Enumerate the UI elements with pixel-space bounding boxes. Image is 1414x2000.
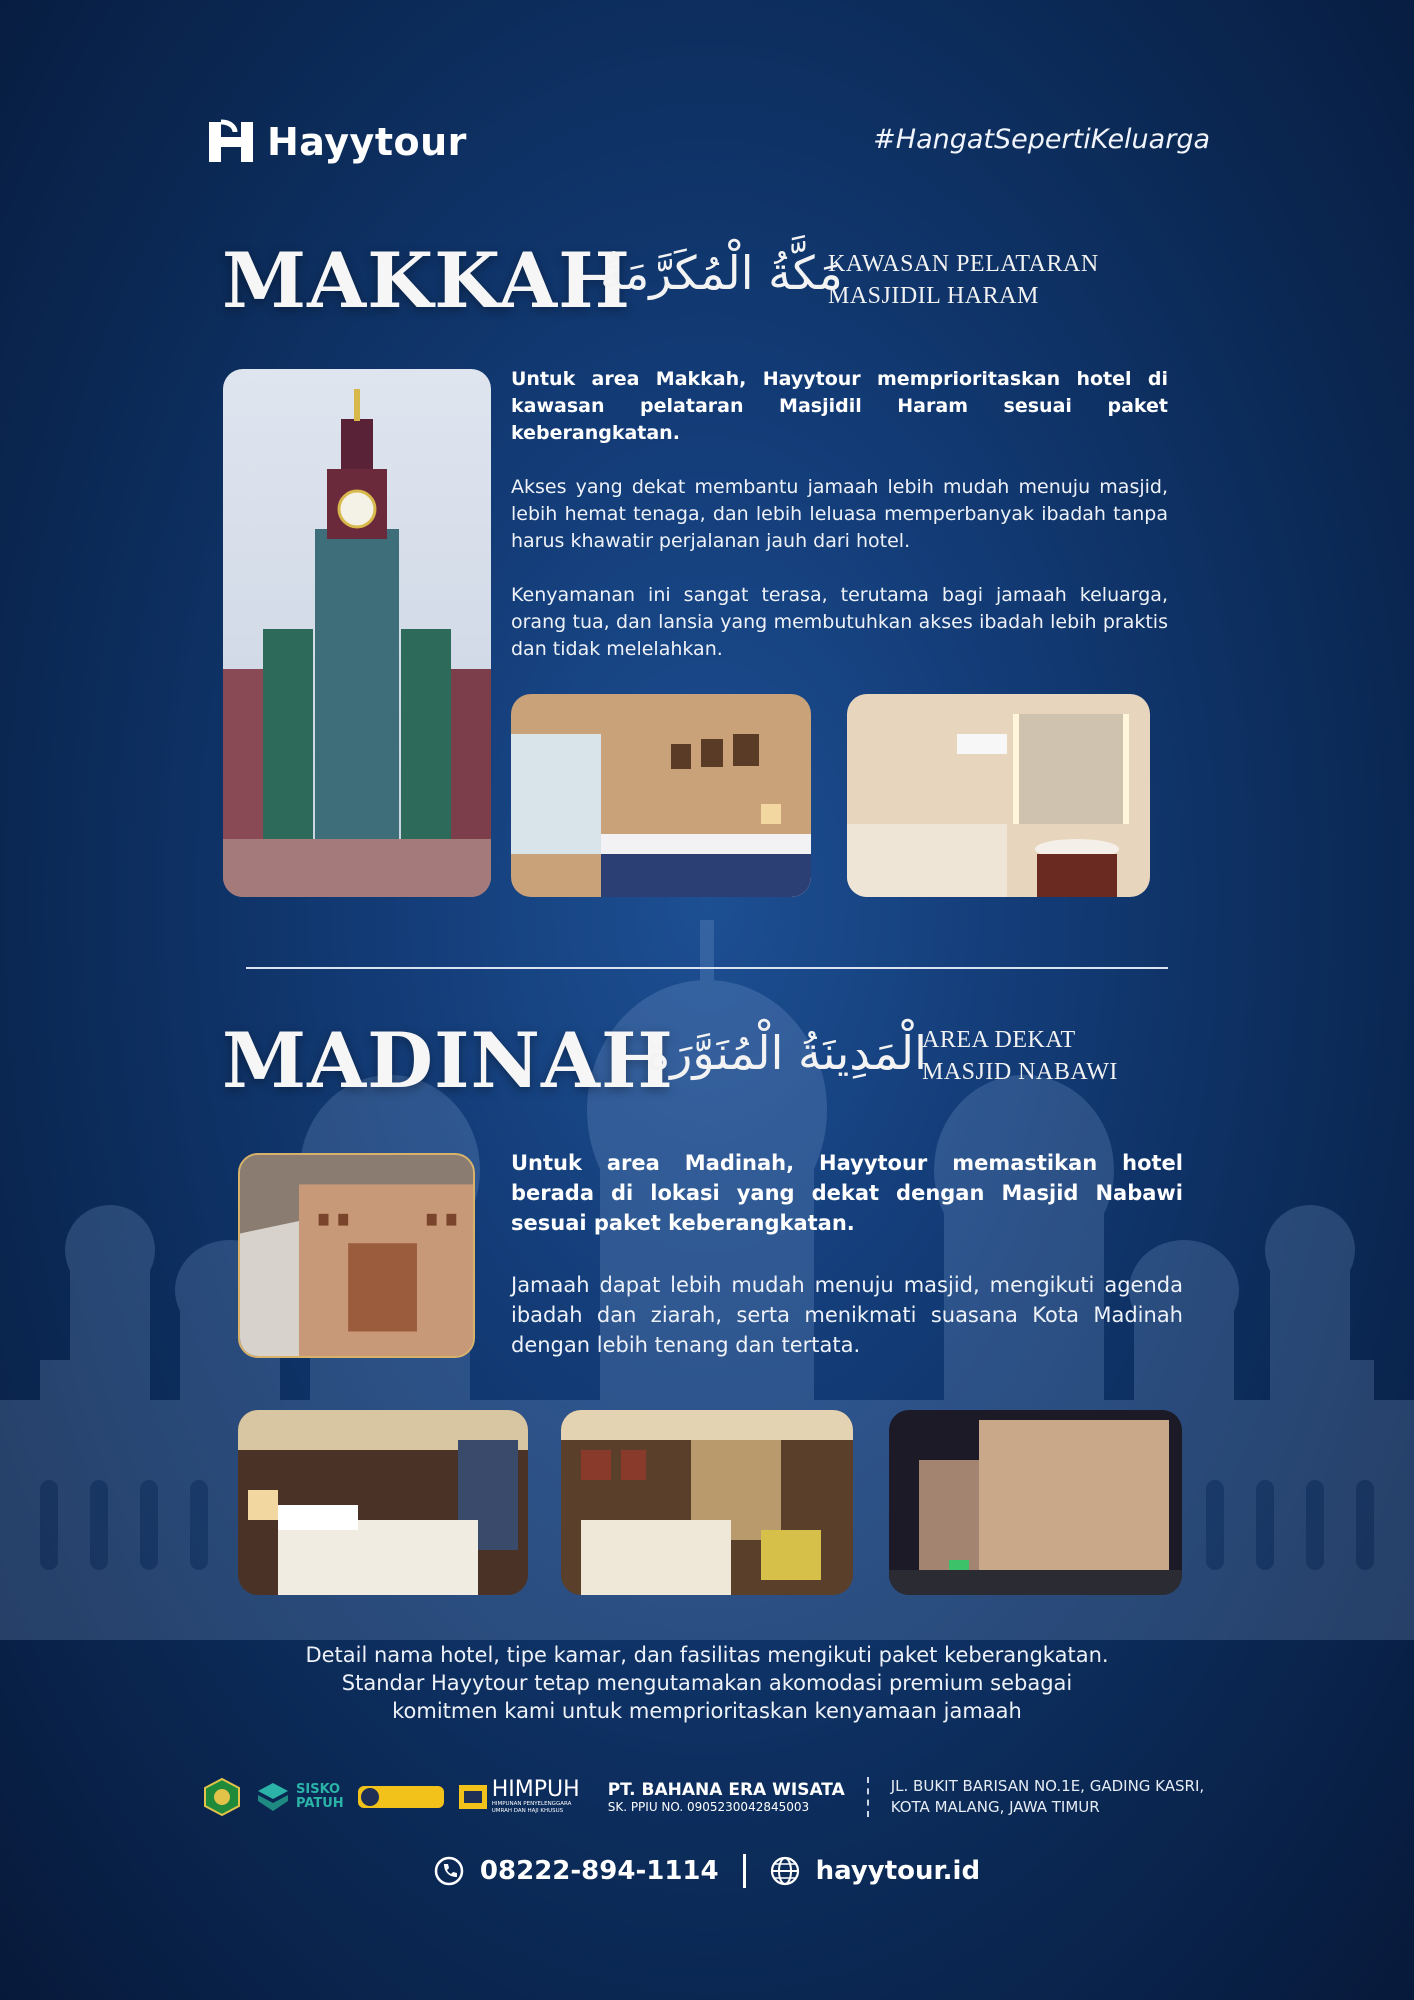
madinah-subtitle <box>922 1024 1118 1088</box>
note-line-1: Detail nama hotel, tipe kamar, dan fasilitas mengikuti paket keberangkatan. <box>305 1643 1109 1667</box>
phone-number[interactable]: 08222-894-1114 <box>479 1856 719 1886</box>
kemenag-icon <box>202 1777 242 1817</box>
address-line-1: JL. BUKIT BARISAN NO.1E, GADING KASRI, <box>890 1777 1205 1795</box>
madinah-title: MADINAH <box>222 1016 674 1105</box>
smart-umrah-icon <box>358 1782 444 1812</box>
makkah-para-2: Akses yang dekat membantu jamaah lebih mudah menuju masjid, lebih hemat tenaga, dan lebih leluasa memperbanyak ibadah tanpa harus khawatir perjalanan jauh dari hotel. <box>511 476 1168 552</box>
note-line-3: komitmen kami untuk memprioritaskan kenyamaan jamaah <box>392 1699 1022 1723</box>
madinah-para-1-text: Untuk area Madinah, Hayytour memastikan hotel berada di lokasi yang dekat dengan Masjid Nabawi sesuai paket keberangkatan. <box>511 1151 1183 1235</box>
kemenag-badge <box>202 1777 242 1817</box>
makkah-hotel-room-photo <box>511 694 811 897</box>
brand-logo <box>205 116 467 168</box>
company-name: PT. BAHANA ERA WISATA <box>607 1780 845 1800</box>
makkah-subtitle-line2: MASJIDIL HARAM <box>828 283 1039 309</box>
makkah-para-1-text: Untuk area Makkah, Hayytour memprioritaskan hotel di kawasan pelataran Masjidil Haram sesuai paket keberangkatan. <box>511 368 1168 444</box>
madinah-para-2: Jamaah dapat lebih mudah menuju masjid, mengikuti agenda ibadah dan ziarah, serta menikmati suasana Kota Madinah dengan lebih tenang dan tertata. <box>511 1273 1183 1357</box>
makkah-clock-tower-photo <box>223 369 491 897</box>
company-block <box>608 1780 845 1814</box>
madinah-hotel-exterior-photo <box>889 1410 1182 1595</box>
makkah-title: MAKKAH <box>222 236 631 325</box>
contact-bar <box>0 1854 1414 1888</box>
website-link[interactable]: hayytour.id <box>815 1856 981 1886</box>
makkah-para-1 <box>511 366 1168 447</box>
brand-name: Hayytour <box>267 120 467 164</box>
sisko-patuh-icon <box>256 1781 290 1813</box>
makkah-para-3: Kenyamanan ini sangat terasa, terutama bagi jamaah keluarga, orang tua, dan lansia yang membutuhkan akses ibadah lebih praktis dan tidak melelahkan. <box>511 584 1168 660</box>
footer-info <box>202 1776 1204 1818</box>
footer-divider <box>867 1777 869 1817</box>
tagline: #HangatSepertiKeluarga <box>873 124 1210 155</box>
address-line-2: KOTA MALANG, JAWA TIMUR <box>890 1798 1100 1816</box>
sisko-patuh-badge <box>256 1781 344 1813</box>
makkah-subtitle <box>828 248 1099 312</box>
madinah-hotel-room-photo-2 <box>561 1410 853 1595</box>
makkah-arabic: مَكَّةُ الْمُكَرَّمَةُ <box>600 246 843 300</box>
himpuh-icon <box>458 1783 488 1811</box>
madinah-building-photo <box>238 1153 475 1358</box>
madinah-subtitle-line2: MASJID NABAWI <box>922 1059 1118 1085</box>
madinah-arabic: الْمَدِينَةُ الْمُنَوَّرَة <box>646 1026 927 1080</box>
globe-icon <box>770 1856 800 1886</box>
makkah-hotel-bathroom-photo <box>847 694 1150 897</box>
smart-umrah-badge <box>358 1782 444 1812</box>
section-divider <box>246 967 1168 969</box>
phone-icon <box>434 1856 464 1886</box>
madinah-subtitle-line1: AREA DEKAT <box>922 1027 1076 1053</box>
sisko-label: SISKO <box>296 1782 341 1797</box>
patuh-label: PATUH <box>296 1796 344 1811</box>
note-line-2: Standar Hayytour tetap mengutamakan akomodasi premium sebagai <box>341 1671 1073 1695</box>
company-sk: SK. PPIU NO. 0905230042845003 <box>607 1800 810 1814</box>
makkah-subtitle-line1: KAWASAN PELATARAN <box>828 251 1099 277</box>
company-address <box>891 1776 1204 1818</box>
himpuh-sub-label: HIMPUNAN PENYELENGGARA UMRAH DAN HAJI KHUSUS <box>491 1801 572 1814</box>
contact-separator <box>743 1854 746 1888</box>
hayytour-logo-icon <box>205 116 257 168</box>
himpuh-badge <box>458 1779 592 1815</box>
accommodation-note <box>0 1641 1414 1725</box>
madinah-hotel-room-photo-1 <box>238 1410 528 1595</box>
himpuh-label: HIMPUH <box>491 1777 580 1802</box>
madinah-para-1 <box>511 1148 1183 1238</box>
